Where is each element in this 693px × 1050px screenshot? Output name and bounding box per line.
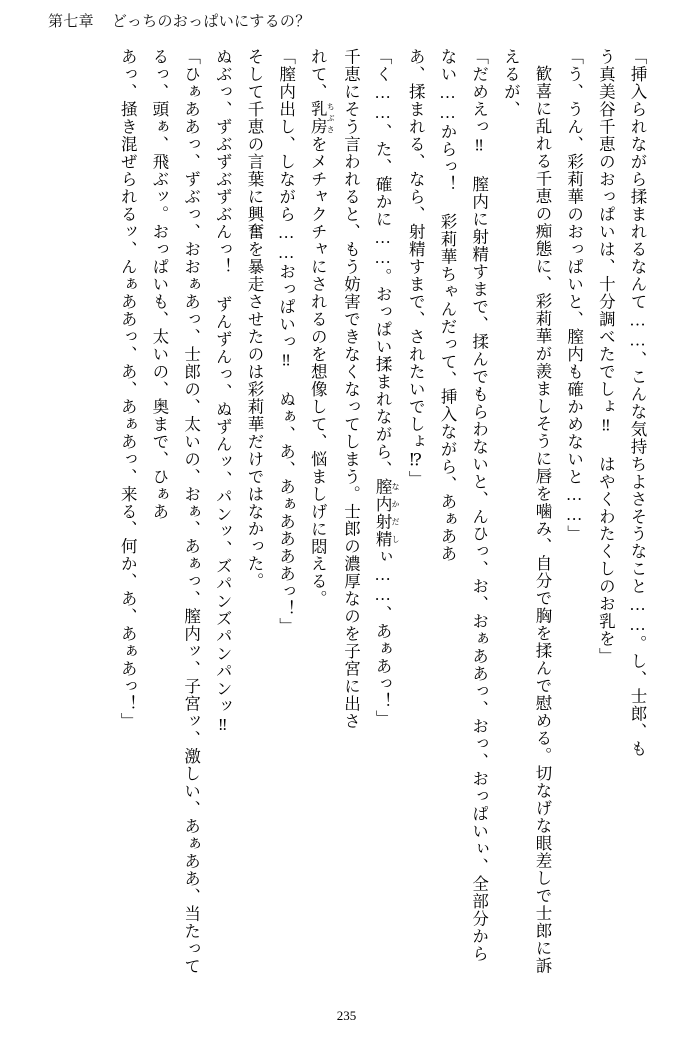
page-number: 235	[336, 1008, 357, 1023]
chapter-number: 第七章	[48, 14, 94, 30]
body-paragraph: あ、揉まれる、なら、射精すまで、されたいでしょ⁉」	[406, 48, 426, 488]
body-paragraph: そして千恵の言葉に興奮を暴走させたのは彩莉華だけではなかった。	[244, 48, 264, 591]
body-paragraph: 歓喜に乱れる千恵の痴態に、彩莉華が羨ましそうに唇を噛み、自分で胸を揉んで慰める。切なげな眼差しで士郎に訴えるが、	[501, 48, 552, 974]
vertical-text-block	[40, 48, 653, 978]
body-paragraph: う真美谷千恵のおっぱいは、十分調べたでしょ‼ はやくわたくしのお乳を」	[596, 48, 616, 666]
body-paragraph: 「う、うん、彩莉華のおっぱいと、膣内も確かめないと……」	[564, 48, 584, 543]
chapter-header	[48, 10, 653, 31]
body-paragraph: 「挿入られながら揉まれるなんて……、こんな気持ちよさそうなこと……。し、士郎、も	[628, 48, 647, 758]
body-paragraph: 「く……、た、確かに……。おっぱい揉まれながら、膣内射精 なかだしぃ……、あぁあっ！」	[373, 48, 401, 728]
body-paragraph: れて、乳房 ちぶさをメチャクチャにされるのを想像して、悩ましげに悶える。	[308, 48, 336, 608]
body-paragraph: 千恵にそう言われると、もう妨害できなくなってしまう。士郎の濃厚なのを子宮に出さ	[341, 48, 361, 731]
chapter-title: どっちのおっぱいにするの？	[111, 14, 311, 30]
page-body	[40, 48, 653, 978]
body-paragraph: 「だめえっ‼ 膣内に射精すまで、揉んでもらわないと、んひっ、お、おぁああっ、おっ、おっぱいぃ、全部分からない……からっ！ 彩莉華ちゃんだって、挿入ながら、あぁああ	[437, 48, 489, 963]
body-paragraph: 「膣内出し、しながら……おっぱいっ‼ ぬぁ、あ、あぁああああっ！」	[276, 48, 296, 636]
body-paragraph: ぬぶっ、ずぶずぶずぶんっ！ ずんずんっ、ぬずんッ、パンッ、ズパンズパンパンッ‼	[213, 48, 233, 736]
body-paragraph: あっ、掻き混ぜられるッ、んぁああっ、あ、あぁあっ、来る、何か、あ、あぁあっ！」	[118, 48, 138, 731]
body-paragraph: 「ひぁああっ、ずぶっ、おおぁあっ、士郎の、太いの、おぁ、あぁっ、膣内ッ、子宮ッ、激しい、あぁああ、当たってるっ、頭ぁ、飛ぶッ。おっぱいも、太いの、奥まで、ひぁあ	[149, 48, 201, 975]
